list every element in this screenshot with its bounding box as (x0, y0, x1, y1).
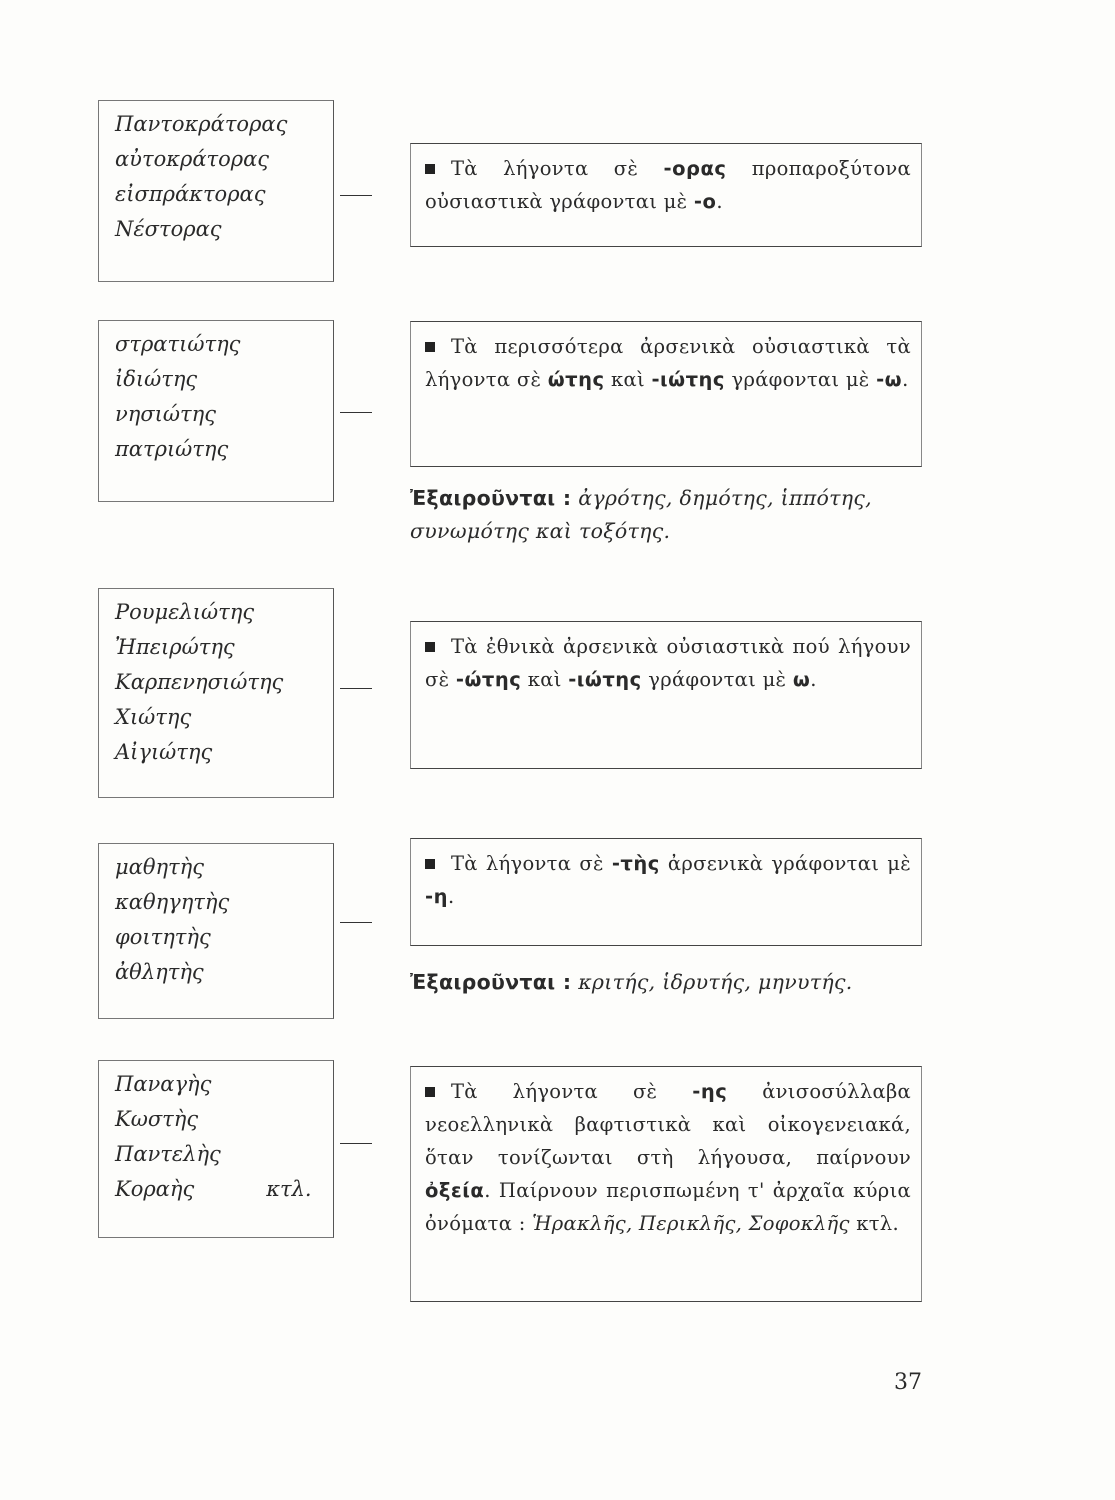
word: φοιτητὴς (115, 925, 211, 949)
word: καθηγητὴς (115, 890, 230, 914)
exceptions (410, 482, 922, 548)
rule-bold: -ιώτης (568, 668, 642, 691)
rule-bold: -ιώτης (651, 368, 725, 391)
rule-bold: -ης (692, 1080, 728, 1103)
rule-text: Τὰ περισσότερα ἀρσενικὰ οὐσιαστικὰ τὰ λήγοντα σὲ (425, 335, 911, 391)
word: Κοραὴς (115, 1177, 195, 1201)
bullet-square-icon (425, 859, 435, 869)
rule-text: . Παίρνουν περισπωμένη τ' ἀρχαῖα κύρια ὀνόματα : (425, 1179, 911, 1235)
dash (340, 412, 372, 413)
rule-bold: -ώτης (455, 668, 522, 691)
bullet-square-icon (425, 342, 435, 352)
word: Καρπενησιώτης (115, 670, 284, 694)
exceptions-label: Ἐξαιροῦνται : (410, 486, 572, 510)
rule-text: ἀνισοσύλλαβα νεοελληνικὰ βαφτιστικὰ καὶ οἰκογενειακά, ὅταν τονίζωνται στὴ λήγουσα, παίρνουν (425, 1080, 912, 1169)
exceptions (410, 966, 922, 999)
rule-text: . (447, 885, 455, 908)
rule-bold: ω (792, 668, 811, 691)
bullet-square-icon (425, 642, 435, 652)
word: στρατιώτης (115, 332, 241, 356)
rule-text: Τὰ ἐθνικὰ ἀρσενικὰ οὐσιαστικὰ πού λήγουν σὲ (425, 635, 911, 691)
rule-text: ἀρσενικὰ γράφονται μὲ (659, 852, 911, 875)
word: Ρουμελιώτης (115, 600, 255, 624)
word-list (98, 100, 334, 282)
rule-text: . (902, 368, 909, 391)
rule-box (410, 321, 922, 467)
rule-bold: ὀξεία (425, 1179, 485, 1202)
rule-text: . (810, 668, 817, 691)
word-list (98, 588, 334, 798)
word: μαθητὴς (115, 855, 205, 879)
word (115, 1172, 321, 1207)
rule-box (410, 1066, 922, 1302)
rule-bold: -η (425, 885, 448, 908)
rule-bold: -ω (876, 368, 903, 391)
rule-text: προπαροξύτονα οὐσιαστικὰ γράφονται μὲ (425, 157, 911, 213)
dash (340, 1143, 372, 1144)
word: Χιώτης (115, 705, 192, 729)
rule-text: καὶ (604, 368, 652, 391)
word-list (98, 843, 334, 1019)
rule-text: . (716, 190, 723, 213)
rule-text: Τὰ λήγοντα σὲ (451, 852, 612, 875)
word: Αἰγιώτης (115, 740, 213, 764)
word: Ἠπειρώτης (115, 635, 235, 659)
bullet-square-icon (425, 1087, 435, 1097)
dash (340, 922, 372, 923)
rule-box (410, 838, 922, 946)
word: πατριώτης (115, 437, 229, 461)
rule-text: γράφονται μὲ (725, 368, 877, 391)
word: νησιώτης (115, 402, 217, 426)
word: Νέστορας (115, 217, 222, 241)
word: Παντελὴς (115, 1142, 221, 1166)
dash (340, 688, 372, 689)
page-number: 37 (894, 1370, 922, 1395)
dash (340, 195, 372, 196)
rule-text: Τὰ λήγοντα σὲ (451, 157, 664, 180)
rule-bold: -τὴς (611, 852, 660, 875)
etc-abbrev: κτλ. (266, 1177, 312, 1201)
rule-text: κτλ. (849, 1212, 899, 1235)
exceptions-text: κριτής, ἱδρυτής, μηνυτής. (571, 970, 853, 994)
word: Παναγὴς (115, 1072, 212, 1096)
exceptions-label: Ἐξαιροῦνται : (410, 970, 572, 994)
word-list (98, 1060, 334, 1238)
rule-text: Τὰ λήγοντα σὲ (451, 1080, 693, 1103)
rule-bold: -ο (693, 190, 717, 213)
word: Παντοκράτορας (115, 112, 288, 136)
rule-italic: Ἡρακλῆς, Περικλῆς, Σοφοκλῆς (532, 1212, 850, 1235)
word: Κωστὴς (115, 1107, 199, 1131)
word: εἰσπράκτορας (115, 182, 266, 206)
rule-text: καὶ (521, 668, 569, 691)
rule-bold: -ορας (663, 157, 727, 180)
word: ἀθλητὴς (115, 960, 204, 984)
rule-bold: ώτης (547, 368, 605, 391)
rule-box (410, 143, 922, 247)
rule-box (410, 621, 922, 769)
word: αὐτοκράτορας (115, 147, 270, 171)
rule-text: γράφονται μὲ (641, 668, 793, 691)
word-list (98, 320, 334, 502)
word: ἰδιώτης (115, 367, 198, 391)
exceptions-text: ἀγρότης, δημότης, ἱππότης, συνωμότης καὶ τοξότης. (410, 486, 872, 543)
bullet-square-icon (425, 164, 435, 174)
